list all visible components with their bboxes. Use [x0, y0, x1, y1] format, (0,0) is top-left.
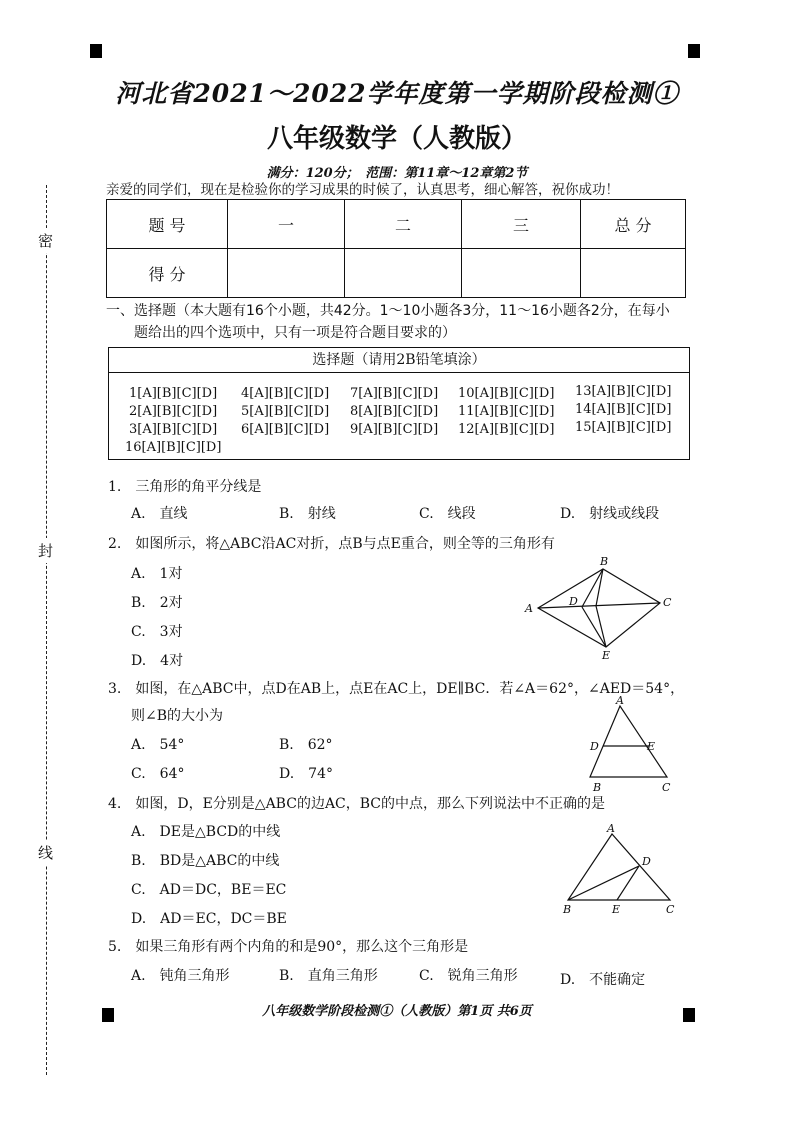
question-5-stem: 5. 如果三角形有两个内角的和是90°，那么这个三角形是 [108, 939, 469, 955]
exam-title: 河北省2021～2022学年度第一学期阶段检测① [115, 79, 679, 108]
answer-item[interactable]: 14[A][B][C][D] [575, 402, 672, 417]
question-2-option-d[interactable]: D. 4对 [131, 653, 184, 669]
fig2-label-d: D [569, 595, 578, 608]
fig4-label-e: E [612, 903, 621, 916]
page-footer: 八年级数学阶段检测①（人教版）第1页 共6页 [262, 1004, 532, 1019]
exam-subtitle: 八年级数学（人教版） [266, 124, 527, 154]
fig3-label-a: A [616, 694, 624, 707]
question-3-option-b[interactable]: B. 62° [279, 737, 333, 753]
question-4-option-a[interactable]: A. DE是△BCD的中线 [131, 824, 281, 840]
score-table-score-row [107, 249, 686, 298]
score-table-header-row [107, 200, 686, 249]
section-1-line-2: 题给出的四个选项中，只有一项是符合题目要求的） [134, 325, 456, 341]
question-2-option-a[interactable]: A. 1对 [131, 566, 183, 582]
answer-item[interactable]: 10[A][B][C][D] [458, 386, 555, 401]
fig4-label-d: D [642, 855, 651, 868]
answer-item[interactable]: 12[A][B][C][D] [458, 422, 555, 437]
question-1-option-d[interactable]: D. 射线或线段 [560, 506, 660, 522]
score-cell[interactable] [345, 249, 462, 298]
fig3-label-b: B [593, 781, 602, 794]
question-4-figure [560, 822, 685, 917]
question-3-stem: 3. 如图，在△ABC中，点D在AB上，点E在AC上，DE∥BC．若∠A＝62°，∠AED＝54°， [108, 681, 685, 697]
fig3-label-d: D [590, 740, 599, 753]
score-cell[interactable] [228, 249, 345, 298]
question-4-option-d[interactable]: D. AD＝EC，DC＝BE [131, 911, 287, 927]
fig4-label-a: A [607, 822, 615, 835]
binding-char-seal: 密 [38, 228, 53, 253]
answer-item[interactable]: 6[A][B][C][D] [241, 422, 330, 437]
question-5-option-c[interactable]: C. 锐角三角形 [419, 968, 518, 984]
answer-item[interactable]: 11[A][B][C][D] [458, 404, 555, 419]
fig2-label-e: E [602, 649, 611, 662]
score-cell[interactable] [462, 249, 581, 298]
question-1-option-a[interactable]: A. 直线 [131, 506, 188, 522]
answer-item[interactable]: 5[A][B][C][D] [241, 404, 330, 419]
exam-info: 满分：120分； 范围：第11章～12章第2节 [266, 166, 528, 181]
answer-item[interactable]: 7[A][B][C][D] [350, 386, 439, 401]
answer-item[interactable]: 1[A][B][C][D] [129, 386, 218, 401]
fig4-label-c: C [666, 903, 675, 916]
score-header-cell: 总 分 [581, 200, 686, 249]
answer-item[interactable]: 3[A][B][C][D] [129, 422, 218, 437]
answer-item[interactable]: 2[A][B][C][D] [129, 404, 218, 419]
score-table [106, 199, 686, 298]
answer-sheet-title: 选择题（请用2B铅笔填涂） [109, 348, 689, 373]
fig4-label-b: B [563, 903, 572, 916]
question-2-stem: 2. 如图所示，将△ABC沿AC对折，点B与点E重合，则全等的三角形有 [108, 536, 555, 552]
section-1-heading [106, 300, 696, 344]
binding-char-line: 线 [38, 840, 53, 865]
answer-item[interactable]: 13[A][B][C][D] [575, 384, 672, 399]
question-3-option-c[interactable]: C. 64° [131, 766, 185, 782]
binding-char-fold: 封 [38, 538, 53, 563]
question-3-figure [580, 694, 680, 794]
question-4-stem: 4. 如图，D，E分别是△ABC的边AC，BC的中点，那么下列说法中不正确的是 [108, 796, 606, 812]
score-header-cell: 二 [345, 200, 462, 249]
answer-item[interactable]: 15[A][B][C][D] [575, 420, 672, 435]
question-4-option-b[interactable]: B. BD是△ABC的中线 [131, 853, 280, 869]
question-3-stem-continued: 则∠B的大小为 [131, 708, 224, 724]
section-1-line-1: 一、选择题（本大题有16个小题，共42分。1～10小题各3分，11～16小题各2分，在每小 [106, 303, 670, 319]
fig2-label-a: A [525, 602, 533, 615]
question-1-stem: 1. 三角形的角平分线是 [108, 479, 262, 495]
answer-sheet [108, 347, 690, 460]
question-2-figure [520, 555, 680, 665]
question-5-option-b[interactable]: B. 直角三角形 [279, 968, 378, 984]
score-header-cell: 题 号 [107, 200, 228, 249]
question-1-option-b[interactable]: B. 射线 [279, 506, 336, 522]
score-header-cell: 三 [462, 200, 581, 249]
fig3-label-c: C [662, 781, 671, 794]
fig3-label-e: E [647, 740, 656, 753]
question-5-option-d[interactable]: D. 不能确定 [560, 972, 646, 988]
question-3-option-a[interactable]: A. 54° [131, 737, 185, 753]
question-3-option-d[interactable]: D. 74° [279, 766, 333, 782]
fig2-label-b: B [600, 555, 609, 568]
score-cell[interactable] [581, 249, 686, 298]
answer-item[interactable]: 8[A][B][C][D] [350, 404, 439, 419]
question-2-option-b[interactable]: B. 2对 [131, 595, 183, 611]
question-5-option-a[interactable]: A. 钝角三角形 [131, 968, 230, 984]
answer-item[interactable]: 16[A][B][C][D] [125, 440, 222, 455]
answer-item[interactable]: 4[A][B][C][D] [241, 386, 330, 401]
question-2-option-c[interactable]: C. 3对 [131, 624, 183, 640]
registration-mark-top-right [688, 44, 700, 58]
score-row-label: 得 分 [107, 249, 228, 298]
binding-dashed-line [46, 185, 47, 1075]
answer-item[interactable]: 9[A][B][C][D] [350, 422, 439, 437]
fig2-label-c: C [663, 596, 672, 609]
question-4-option-c[interactable]: C. AD＝DC，BE＝EC [131, 882, 287, 898]
question-1-option-c[interactable]: C. 线段 [419, 506, 476, 522]
registration-mark-top-left [90, 44, 102, 58]
score-header-cell: 一 [228, 200, 345, 249]
greeting-text: 亲爱的同学们，现在是检验你的学习成果的时候了，认真思考，细心解答，祝你成功！ [106, 182, 619, 198]
